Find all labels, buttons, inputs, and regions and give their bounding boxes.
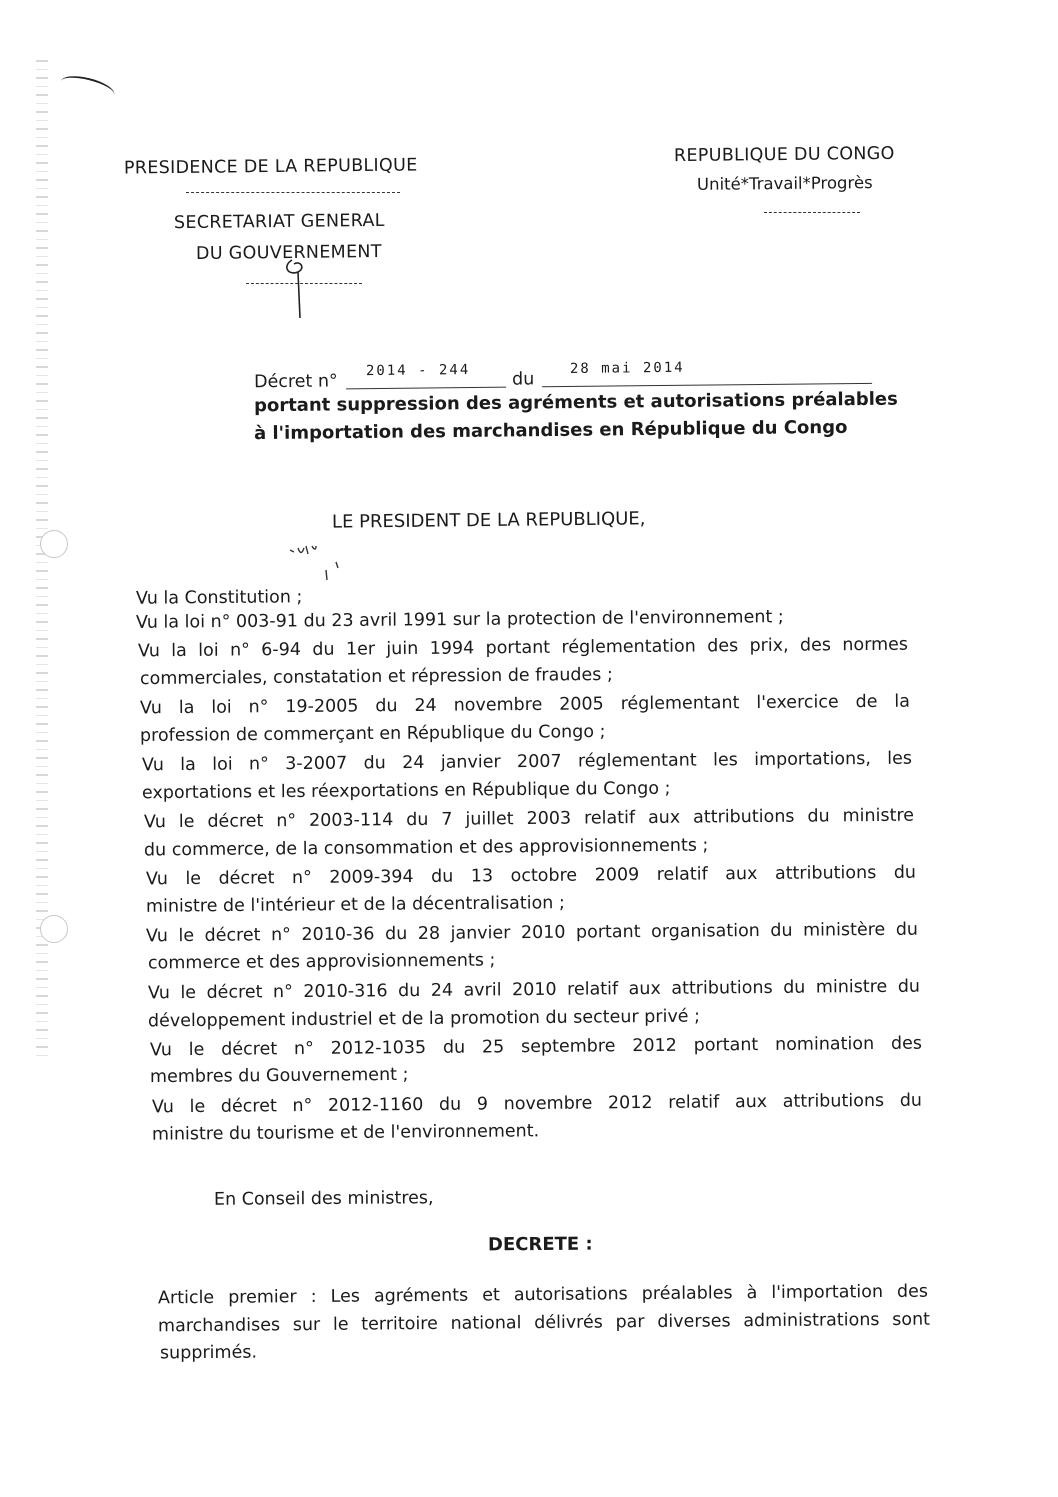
visa-line: commerce et des approvisionnements ; xyxy=(147,950,496,974)
visa-line: Vu le décret n° 2012-1035 du 25 septembre 2012 portant nomination des xyxy=(149,1033,923,1061)
decret-date: 28 mai 2014 xyxy=(569,359,685,377)
visa-line: Vu la loi n° 3-2007 du 24 janvier 2007 réglementant les importations, les xyxy=(141,748,913,776)
visa-line: Vu la loi n° 003-91 du 23 avril 1991 sur la protection de l'environnement ; xyxy=(135,607,784,633)
article1-line3: supprimés. xyxy=(159,1342,258,1364)
visa-line: du commerce, de la consommation et des approvisionnements ; xyxy=(143,835,709,861)
visa-line: membres du Gouvernement ; xyxy=(149,1064,409,1088)
decret-subject-line2: à l'importation des marchandises en République du Congo xyxy=(253,416,848,445)
republique-heading: REPUBLIQUE DU CONGO xyxy=(673,143,895,167)
article1-text-line1: Les agréments et autorisations préalables à l'importation des xyxy=(330,1281,929,1307)
presidence-heading: PRESIDENCE DE LA REPUBLIQUE xyxy=(123,155,418,179)
decret-du: du xyxy=(511,369,535,390)
visa-line: commerciales, constatation et répression de fraudes ; xyxy=(139,664,613,690)
decret-prefix: Décret n° xyxy=(253,371,338,393)
decret-subject-line1: portant suppression des agréments et autorisations préalables xyxy=(253,388,898,417)
article1-line2: marchandises sur le territoire national délivrés par diverses administrations sont xyxy=(157,1309,931,1337)
visa-line: Vu le décret n° 2012-1160 du 9 novembre 2012 relatif aux attributions du xyxy=(151,1090,923,1118)
president-title: LE PRESIDENT DE LA REPUBLIQUE, xyxy=(331,508,646,533)
visa-line: Vu le décret n° 2003-114 du 7 juillet 2003 relatif aux attributions du ministre xyxy=(143,805,915,833)
visa-line: Vu le décret n° 2009-394 du 13 octobre 2009 relatif aux attributions du xyxy=(145,862,917,890)
visa-line: Vu le décret n° 2010-316 du 24 avril 2010 relatif aux attributions du ministre du xyxy=(147,976,921,1004)
secretariat-line2: DU GOUVERNEMENT xyxy=(195,242,382,264)
visa-line: profession de commerçant en République du Congo ; xyxy=(139,721,606,747)
article1-label: Article premier : xyxy=(157,1286,317,1309)
devise: Unité*Travail*Progrès xyxy=(696,173,873,194)
visa-line: développement industriel et de la promotion du secteur privé ; xyxy=(147,1006,701,1032)
visa-line: Vu le décret n° 2010-36 du 28 janvier 2010 portant organisation du ministère du xyxy=(145,919,919,947)
visa-line: ministre de l'intérieur et de la décentralisation ; xyxy=(145,893,565,917)
visa-line: Vu la Constitution ; xyxy=(135,587,303,609)
visa-line: Vu la loi n° 6-94 du 1er juin 1994 portant réglementation des prix, des normes xyxy=(137,634,909,662)
decrete-heading: DECRETE : xyxy=(487,1233,593,1256)
decret-number: 2014 - 244 xyxy=(365,362,471,380)
visa-line: Vu la loi n° 19-2005 du 24 novembre 2005 réglementant l'exercice de la xyxy=(139,691,911,719)
visa-line: exportations et les réexportations en République du Congo ; xyxy=(141,778,671,804)
conseil-line: En Conseil des ministres, xyxy=(213,1188,434,1210)
secretariat-line1: SECRETARIAT GENERAL xyxy=(173,210,385,234)
visa-line: ministre du tourisme et de l'environnement. xyxy=(151,1121,540,1145)
